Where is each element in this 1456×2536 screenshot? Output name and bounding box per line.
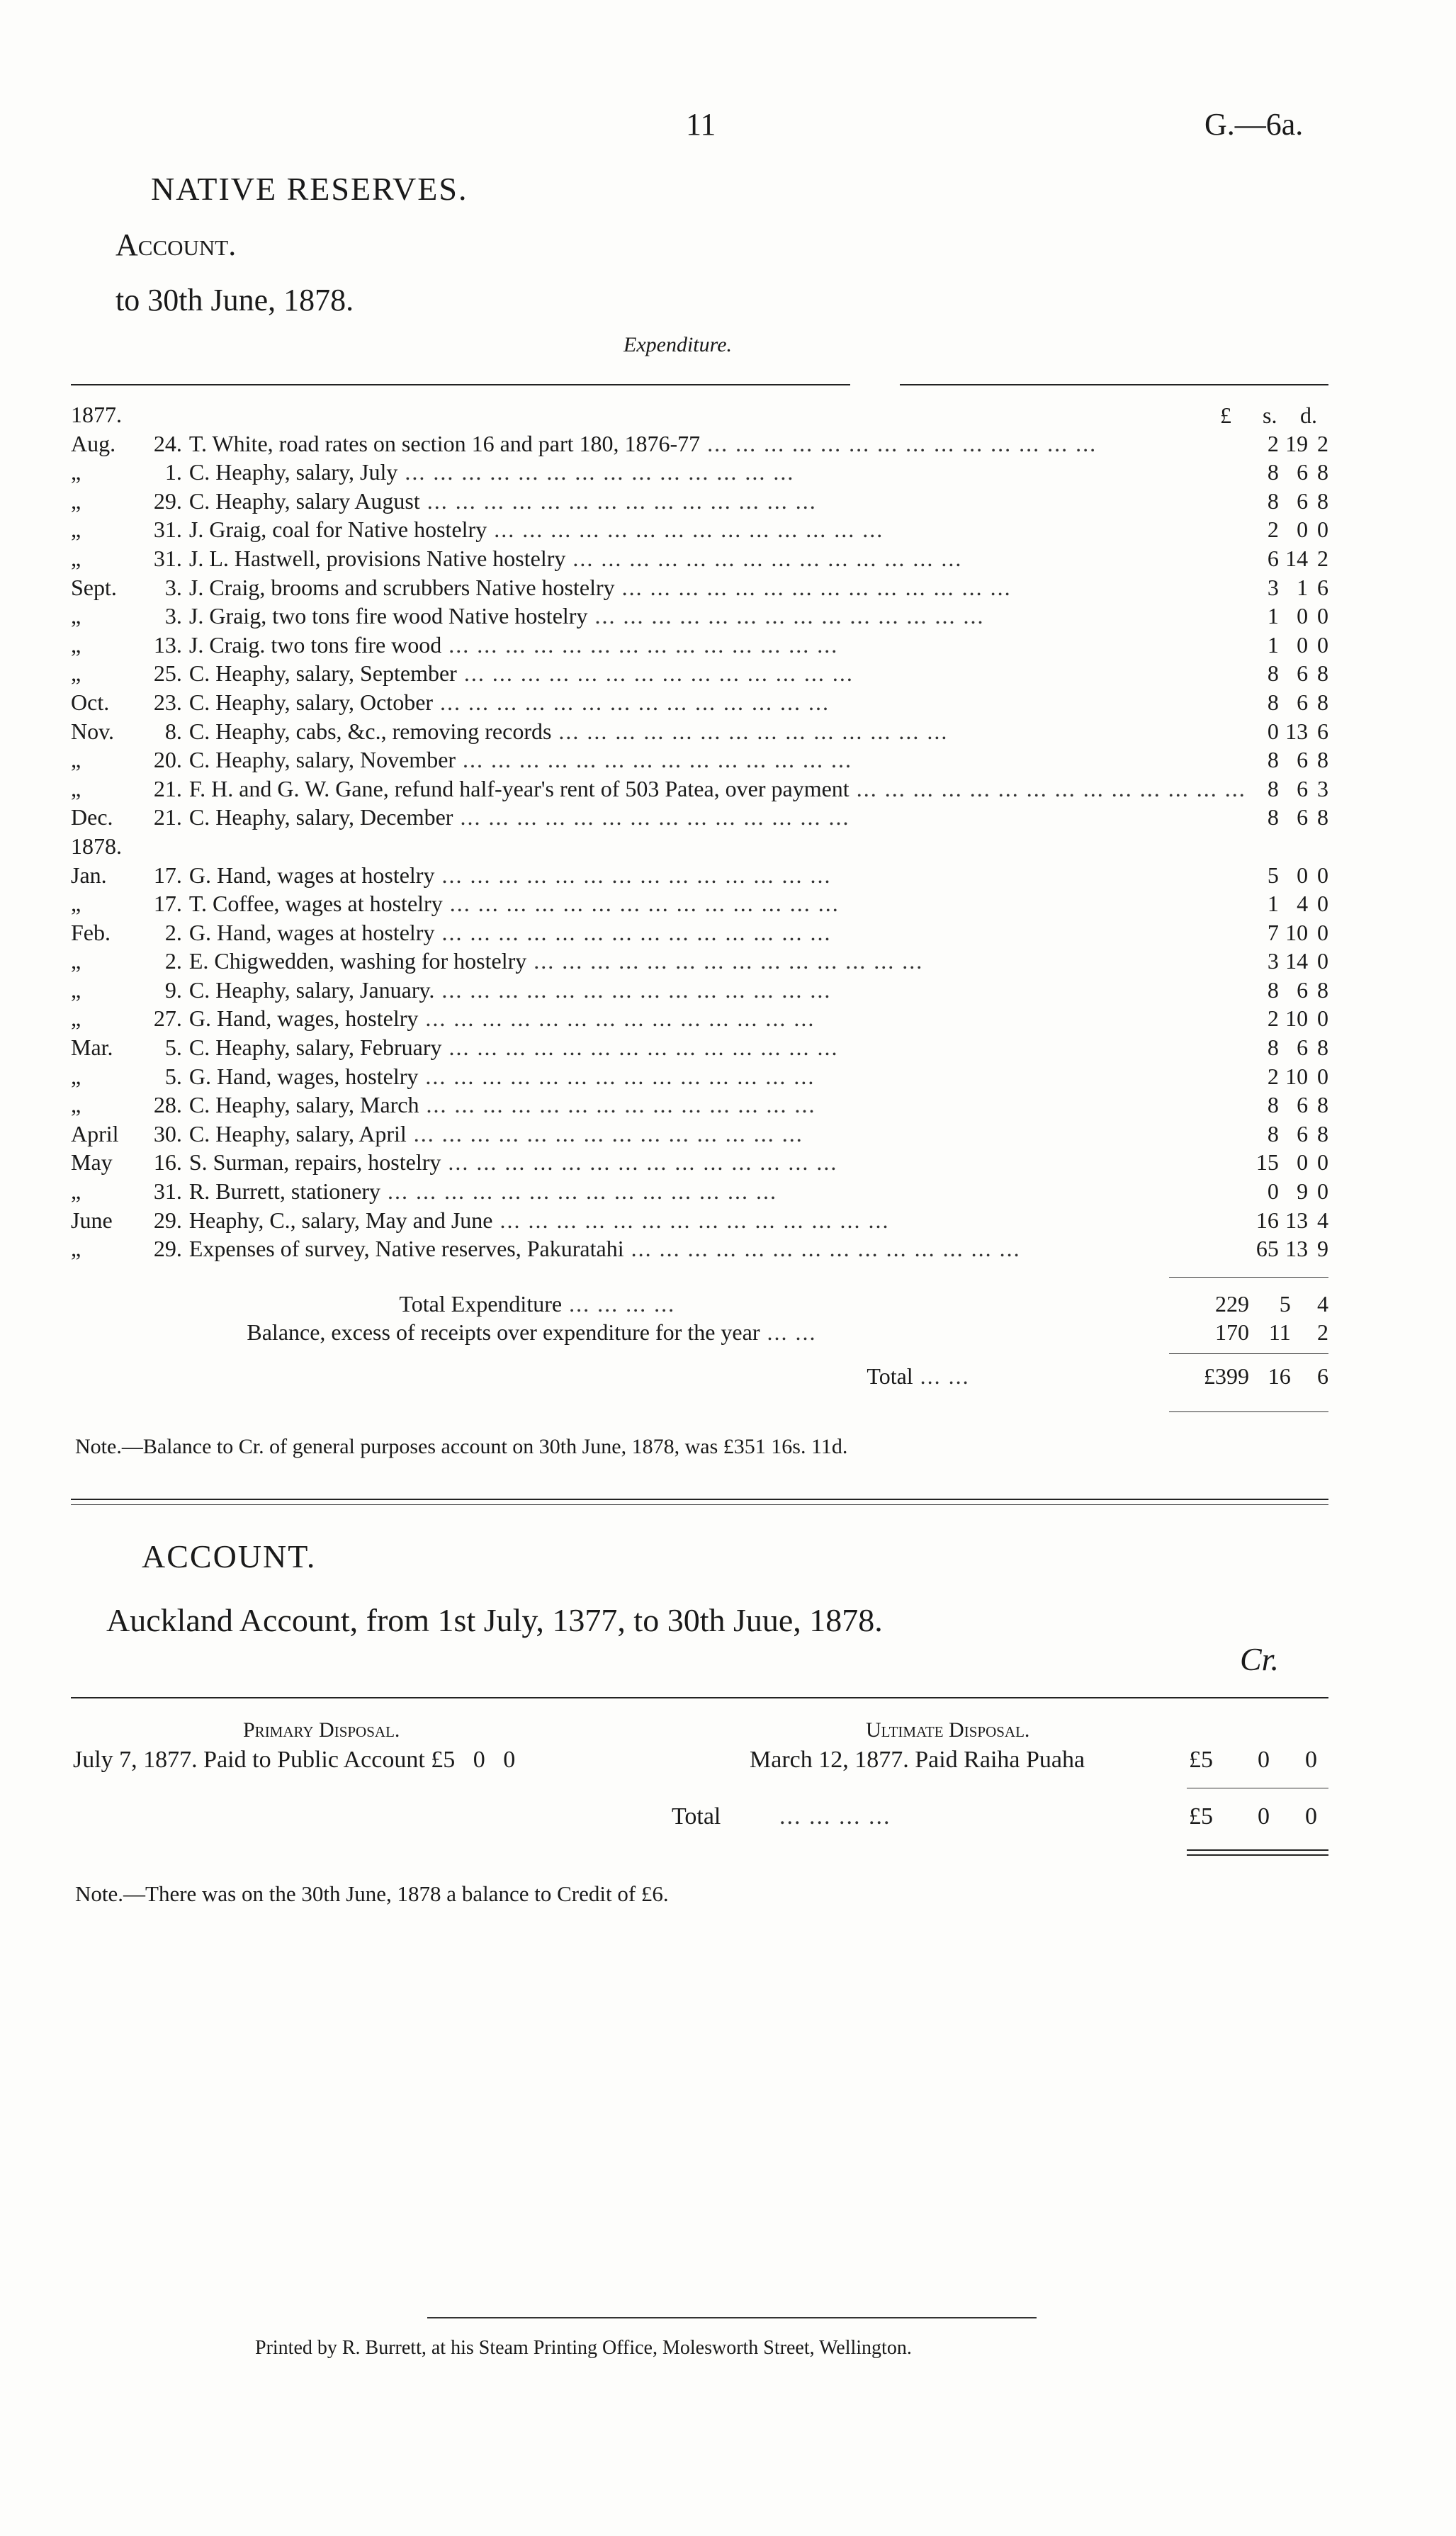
entry-description: J. L. Hastwell, provisions Native hostelry ... ... ... ... ... ... ... ... ... ... ... ... ... ... [188, 545, 963, 571]
entry-month: „ [71, 1092, 81, 1118]
entry-description: J. Craig. two tons fire wood ... ... ... ... ... ... ... ... ... ... ... ... ... ... [188, 631, 839, 658]
entry-month: „ [71, 1178, 81, 1205]
expenditure-row [71, 976, 1328, 1005]
entry-day: 21. [153, 775, 182, 801]
amount-shillings: 0 [1297, 517, 1309, 543]
amount-shillings: 5 [1279, 1291, 1291, 1317]
amount-pounds: 15 [1255, 1149, 1279, 1176]
grand-total-row [71, 1362, 1328, 1390]
expenditure-row [71, 1177, 1328, 1206]
account-heading: Account. [115, 227, 237, 262]
entry-description: C. Heaphy, salary, February ... ... ... ... ... ... ... ... ... ... ... ... ... ... [188, 1035, 839, 1061]
primary-entry: July 7, 1877. Paid to Public Account £5 0 0 [73, 1747, 516, 1773]
expenditure-row [71, 1091, 1328, 1120]
amount-shillings: 14 [1285, 545, 1309, 571]
entry-month: Dec. [71, 804, 113, 830]
entry-description: F. H. and G. W. Gane, refund half-year's rent of 503 Patea, over payment ... ... ... ... ... ... ... ... ... ... ... ... ... ... [188, 775, 1246, 801]
amount-pence: 6 [1317, 574, 1328, 600]
amount-shillings: 6 [1297, 1092, 1309, 1118]
shillings-header: s. [1263, 402, 1277, 428]
entry-day: 29. [153, 1236, 182, 1262]
amount-pence: 8 [1317, 976, 1328, 1003]
entry-description: C. Heaphy, salary, December ... ... ... ... ... ... ... ... ... ... ... ... ... ... [188, 804, 850, 830]
expenditure-row [71, 602, 1328, 631]
amount-shillings: 6 [1297, 689, 1309, 715]
amount-pence: 8 [1317, 1092, 1328, 1118]
entry-description: C. Heaphy, salary August ... ... ... ... ... ... ... ... ... ... ... ... ... ... [188, 488, 817, 514]
total-expenditure-label: Total Expenditure ... ... ... ... [399, 1291, 676, 1317]
entry-description: T. White, road rates on section 16 and part 180, 1876-77 ... ... ... ... ... ... ... ... ... ... ... ... ... ... [188, 430, 1097, 456]
entry-month: „ [71, 603, 81, 629]
auckland-total-pounds: £5 [1189, 1803, 1213, 1830]
entry-description: C. Heaphy, salary, July ... ... ... ... ... ... ... ... ... ... ... ... ... ... [188, 459, 795, 485]
entry-day: 3. [164, 603, 182, 629]
entry-day: 5. [164, 1035, 182, 1061]
amount-pence: 8 [1317, 804, 1328, 830]
entry-month: June [71, 1207, 113, 1233]
entry-month: „ [71, 545, 81, 571]
amount-pounds: 8 [1267, 660, 1279, 687]
entry-description: Expenses of survey, Native reserves, Pakuratahi ... ... ... ... ... ... ... ... ... ... ... ... ... ... [188, 1236, 1021, 1262]
entry-description: C. Heaphy, salary, April ... ... ... ... ... ... ... ... ... ... ... ... ... ... [188, 1120, 803, 1146]
entry-month: Nov. [71, 718, 115, 744]
amount-pounds: 2 [1267, 1063, 1279, 1089]
amount-shillings: 19 [1285, 430, 1309, 456]
expenditure-row [71, 832, 1328, 861]
entry-month: „ [71, 775, 81, 801]
amount-pence: 0 [1317, 1178, 1328, 1205]
amount-shillings: 0 [1297, 1149, 1309, 1176]
auckland-total-rule-2 [1187, 1854, 1328, 1856]
credit-label: Cr. [1240, 1641, 1279, 1677]
amount-shillings: 13 [1285, 1236, 1309, 1262]
amount-shillings: 6 [1297, 804, 1309, 830]
entry-day: 25. [153, 660, 182, 687]
balance-label: Balance, excess of receipts over expenditure for the year ... ... [247, 1319, 817, 1345]
amount-pence: 0 [1317, 862, 1328, 888]
auckland-top-rule [71, 1697, 1328, 1698]
entry-month: Mar. [71, 1035, 113, 1061]
entry-month: May [71, 1149, 113, 1176]
amount-shillings: 9 [1297, 1178, 1309, 1205]
amount-shillings: 6 [1297, 1120, 1309, 1146]
expenditure-row [71, 458, 1328, 487]
amount-pence: 2 [1317, 1319, 1328, 1345]
amount-pounds: 8 [1267, 775, 1279, 801]
amount-pounds: 8 [1267, 459, 1279, 485]
entry-month: „ [71, 976, 81, 1003]
amount-shillings: 6 [1297, 1035, 1309, 1061]
entry-description: T. Coffee, wages at hostelry ... ... ... ... ... ... ... ... ... ... ... ... ... ... [188, 891, 840, 917]
amount-shillings: 6 [1297, 459, 1309, 485]
expenditure-row [71, 1206, 1328, 1235]
expenditure-row [71, 1062, 1328, 1091]
amount-pence: 9 [1317, 1236, 1328, 1262]
top-rule-right [900, 384, 1328, 385]
amount-shillings: 1 [1297, 574, 1309, 600]
entry-description: J. Graig, two tons fire wood Native hostelry ... ... ... ... ... ... ... ... ... ... ... ... ... ... [188, 603, 985, 629]
expenditure-row [71, 429, 1328, 458]
entry-description: E. Chigwedden, washing for hostelry ... ... ... ... ... ... ... ... ... ... ... ... ... ... [188, 948, 924, 974]
entry-description: C. Heaphy, salary, October ... ... ... ... ... ... ... ... ... ... ... ... ... ... [188, 689, 830, 715]
amount-shillings: 6 [1297, 775, 1309, 801]
entry-month: Sept. [71, 574, 117, 600]
pence-header: d. [1300, 402, 1317, 428]
total-expenditure-row [71, 1290, 1328, 1318]
entry-day: 27. [153, 1005, 182, 1032]
amount-pence: 8 [1317, 488, 1328, 514]
entry-day: 16. [153, 1149, 182, 1176]
amount-shillings: 0 [1297, 631, 1309, 658]
expenditure-row [71, 774, 1328, 804]
expenditure-row [71, 717, 1328, 746]
auckland-total-shillings: 0 [1258, 1803, 1270, 1830]
amount-pence: 8 [1317, 747, 1328, 773]
amount-pence: 8 [1317, 1120, 1328, 1146]
amount-pence [1308, 400, 1328, 429]
ultimate-disposal-heading: Ultimate Disposal. [866, 1718, 1030, 1742]
amount-pounds: 1 [1267, 603, 1279, 629]
page-title: NATIVE RESERVES. [151, 171, 468, 207]
entry-day: 13. [153, 631, 182, 658]
amount-pounds: 8 [1267, 488, 1279, 514]
total-rule-bottom [1169, 1411, 1328, 1412]
amount-pence [1308, 832, 1328, 861]
amount-pence: 0 [1317, 948, 1328, 974]
amount-pounds: 8 [1267, 747, 1279, 773]
amount-pounds: 8 [1267, 1120, 1279, 1146]
amount-pounds: 8 [1267, 804, 1279, 830]
expenditure-row [71, 861, 1328, 890]
ultimate-shillings: 0 [1258, 1747, 1270, 1773]
entry-day: 28. [153, 1092, 182, 1118]
amount-shillings: 4 [1297, 891, 1309, 917]
amount-shillings: 0 [1297, 862, 1309, 888]
primary-disposal-heading: Primary Disposal. [243, 1718, 400, 1742]
auckland-total-rule-1 [1187, 1849, 1328, 1851]
entry-description [189, 832, 1246, 861]
entry-month: „ [71, 1236, 81, 1262]
entry-description: S. Surman, repairs, hostelry ... ... ... ... ... ... ... ... ... ... ... ... ... ... [188, 1149, 838, 1176]
amount-pounds: 5 [1267, 862, 1279, 888]
expenditure-row [71, 1120, 1328, 1149]
totals-table [71, 1290, 1328, 1390]
page-number: 11 [686, 107, 716, 142]
entry-description: Heaphy, C., salary, May and June ... ... ... ... ... ... ... ... ... ... ... ... ... ... [188, 1207, 890, 1233]
amount-pounds: 0 [1267, 718, 1279, 744]
entry-month: 1877. [71, 402, 122, 427]
section-divider-1 [71, 1499, 1328, 1500]
amount-shillings: 10 [1285, 1063, 1309, 1089]
amount-shillings [1279, 400, 1308, 429]
entry-description [189, 400, 1246, 429]
subtotal-rule [1169, 1277, 1328, 1278]
amount-pence: 0 [1317, 919, 1328, 945]
period-heading: to 30th June, 1878. [115, 283, 354, 317]
footer-rule [427, 2317, 1037, 2318]
entry-description: C. Heaphy, cabs, &c., removing records ... ... ... ... ... ... ... ... ... ... ... ... ... ... [188, 718, 949, 744]
auckland-total-label: Total [672, 1803, 721, 1830]
expenditure-row [71, 487, 1328, 516]
entry-month: Oct. [71, 689, 110, 715]
amount-pounds: 229 [1214, 1291, 1249, 1317]
entry-day: 17. [153, 891, 182, 917]
entry-day: 2. [164, 919, 182, 945]
expenditure-row [71, 803, 1328, 832]
auckland-account-title: ACCOUNT. [142, 1538, 317, 1574]
amount-pounds: 1 [1267, 631, 1279, 658]
top-rule [71, 384, 850, 385]
entry-month: Jan. [71, 862, 107, 888]
expenditure-row [71, 918, 1328, 947]
entry-description: G. Hand, wages, hostelry ... ... ... ... ... ... ... ... ... ... ... ... ... ... [188, 1063, 816, 1089]
entry-description: C. Heaphy, salary, March ... ... ... ... ... ... ... ... ... ... ... ... ... ... [188, 1092, 816, 1118]
entry-month: 1878. [71, 833, 122, 859]
amount-pence: 6 [1317, 1363, 1328, 1389]
entry-month: „ [71, 631, 81, 658]
entry-day: 31. [153, 517, 182, 543]
amount-pounds: 7 [1267, 919, 1279, 945]
amount-pence: 2 [1317, 430, 1328, 456]
amount-pence: 0 [1317, 1063, 1328, 1089]
amount-pounds: 170 [1214, 1319, 1249, 1345]
amount-pence: 8 [1317, 689, 1328, 715]
entry-day: 31. [153, 545, 182, 571]
entry-day: 29. [153, 488, 182, 514]
entry-month: „ [71, 747, 81, 773]
entry-description: J. Craig, brooms and scrubbers Native hostelry ... ... ... ... ... ... ... ... ... ... ... ... ... ... [188, 574, 1012, 600]
entry-month: „ [71, 1063, 81, 1089]
amount-shillings: 13 [1285, 1207, 1309, 1233]
entry-day: 31. [153, 1178, 182, 1205]
ultimate-pounds: £5 [1189, 1747, 1213, 1773]
amount-pounds: 2 [1267, 1005, 1279, 1032]
amount-pounds: £399 [1203, 1363, 1249, 1389]
entry-month: April [71, 1120, 119, 1146]
amount-pounds: 2 [1267, 430, 1279, 456]
entry-day: 8. [164, 718, 182, 744]
expenditure-row [71, 631, 1328, 660]
entry-description: C. Heaphy, salary, January. ... ... ... ... ... ... ... ... ... ... ... ... ... ... [188, 976, 832, 1003]
entry-day: 29. [153, 1207, 182, 1233]
entry-description: G. Hand, wages, hostelry ... ... ... ... ... ... ... ... ... ... ... ... ... ... [188, 1005, 816, 1032]
amount-pence: 3 [1317, 775, 1328, 801]
total-rule-top [1169, 1353, 1328, 1354]
expenditure-row [71, 1148, 1328, 1177]
amount-pence: 6 [1317, 718, 1328, 744]
document-reference: G.—6a. [1204, 107, 1304, 142]
entry-description: J. Graig, coal for Native hostelry ... ... ... ... ... ... ... ... ... ... ... ... ... ... [188, 517, 884, 543]
entry-month: „ [71, 891, 81, 917]
expenditure-row [71, 947, 1328, 976]
expenditure-heading: Expenditure. [623, 333, 733, 356]
expenditure-row [71, 400, 1328, 429]
expenditure-row [71, 688, 1328, 717]
amount-pounds: 16 [1255, 1207, 1279, 1233]
entry-day: 5. [164, 1063, 182, 1089]
balance-row [71, 1318, 1328, 1346]
note-credit-balance: Note.—There was on the 30th June, 1878 a balance to Credit of £6. [75, 1881, 669, 1906]
entry-day: 24. [153, 430, 182, 456]
amount-shillings: 6 [1297, 976, 1309, 1003]
amount-pence: 8 [1317, 1035, 1328, 1061]
section-divider-2 [71, 1504, 1328, 1505]
amount-shillings: 10 [1285, 919, 1309, 945]
amount-pounds: 8 [1267, 1035, 1279, 1061]
amount-shillings: 0 [1297, 603, 1309, 629]
entry-description: R. Burrett, stationery ... ... ... ... ... ... ... ... ... ... ... ... ... ... [188, 1178, 778, 1205]
expenditure-row [71, 889, 1328, 918]
entry-day: 3. [164, 574, 182, 600]
entry-month: Feb. [71, 919, 111, 945]
amount-pounds: 8 [1267, 976, 1279, 1003]
leader-dots: ... ... ... ... [779, 1803, 891, 1830]
entry-day [142, 832, 189, 861]
entry-day: 23. [153, 689, 182, 715]
entry-month: „ [71, 660, 81, 687]
expenditure-row [71, 573, 1328, 602]
ultimate-pence: 0 [1305, 1747, 1317, 1773]
amount-pounds: 65 [1255, 1236, 1279, 1262]
pounds-header: £ [1220, 402, 1231, 428]
entry-day: 17. [153, 862, 182, 888]
amount-shillings: 6 [1297, 747, 1309, 773]
amount-shillings [1279, 832, 1308, 861]
amount-pounds [1246, 832, 1279, 861]
amount-shillings: 6 [1297, 488, 1309, 514]
entry-description: C. Heaphy, salary, November ... ... ... ... ... ... ... ... ... ... ... ... ... ... [188, 747, 853, 773]
amount-pence: 8 [1317, 660, 1328, 687]
amount-pounds: 3 [1267, 948, 1279, 974]
entry-day: 1. [164, 459, 182, 485]
amount-shillings: 16 [1268, 1363, 1291, 1389]
amount-pounds [1246, 400, 1279, 429]
expenditure-row [71, 659, 1328, 688]
expenditure-table [71, 400, 1328, 1263]
amount-pounds: 0 [1267, 1178, 1279, 1205]
ultimate-entry: March 12, 1877. Paid Raiha Puaha [750, 1747, 1085, 1773]
expenditure-row [71, 745, 1328, 774]
amount-pounds: 6 [1267, 545, 1279, 571]
expenditure-row [71, 1234, 1328, 1263]
amount-pounds: 2 [1267, 517, 1279, 543]
entry-month: „ [71, 488, 81, 514]
entry-month: „ [71, 948, 81, 974]
auckland-total-pence: 0 [1305, 1803, 1317, 1830]
amount-pence: 4 [1317, 1207, 1328, 1233]
amount-pence: 0 [1317, 631, 1328, 658]
amount-pence: 0 [1317, 517, 1328, 543]
entry-day [142, 400, 189, 429]
entry-month: „ [71, 1005, 81, 1032]
amount-pounds: 8 [1267, 1092, 1279, 1118]
amount-shillings: 10 [1285, 1005, 1309, 1032]
auckland-account-subtitle: Auckland Account, from 1st July, 1377, to 30th Juue, 1878. [106, 1602, 883, 1638]
entry-month: Aug. [71, 430, 116, 456]
expenditure-row [71, 515, 1328, 544]
entry-day: 20. [153, 747, 182, 773]
note-general-purposes: Note.—Balance to Cr. of general purposes account on 30th June, 1878, was £351 16s. 11d. [75, 1435, 848, 1458]
amount-pence: 2 [1317, 545, 1328, 571]
amount-shillings: 11 [1268, 1319, 1291, 1345]
amount-pence: 0 [1317, 1149, 1328, 1176]
expenditure-row [71, 1004, 1328, 1033]
entry-day: 21. [153, 804, 182, 830]
amount-shillings: 6 [1297, 660, 1309, 687]
amount-shillings: 13 [1285, 718, 1309, 744]
entry-description: G. Hand, wages at hostelry ... ... ... ... ... ... ... ... ... ... ... ... ... ... [188, 862, 832, 888]
entry-day: 30. [153, 1120, 182, 1146]
amount-pounds: 3 [1267, 574, 1279, 600]
entry-month: „ [71, 517, 81, 543]
amount-pence: 8 [1317, 459, 1328, 485]
entry-day: 2. [164, 948, 182, 974]
entry-day: 9. [164, 976, 182, 1003]
amount-pence: 0 [1317, 891, 1328, 917]
amount-shillings: 14 [1285, 948, 1309, 974]
amount-pence: 0 [1317, 603, 1328, 629]
expenditure-row [71, 1033, 1328, 1062]
entry-description: G. Hand, wages at hostelry ... ... ... ... ... ... ... ... ... ... ... ... ... ... [188, 919, 832, 945]
amount-pounds: 1 [1267, 891, 1279, 917]
expenditure-row [71, 544, 1328, 573]
grand-total-label: Total ... ... [867, 1363, 970, 1389]
amount-pence: 4 [1317, 1291, 1328, 1317]
amount-pence: 0 [1317, 1005, 1328, 1032]
printer-imprint: Printed by R. Burrett, at his Steam Printing Office, Molesworth Street, Wellington. [255, 2337, 912, 2359]
entry-month: „ [71, 459, 81, 485]
entry-description: C. Heaphy, salary, September ... ... ... ... ... ... ... ... ... ... ... ... ... ... [188, 660, 854, 687]
amount-pounds: 8 [1267, 689, 1279, 715]
